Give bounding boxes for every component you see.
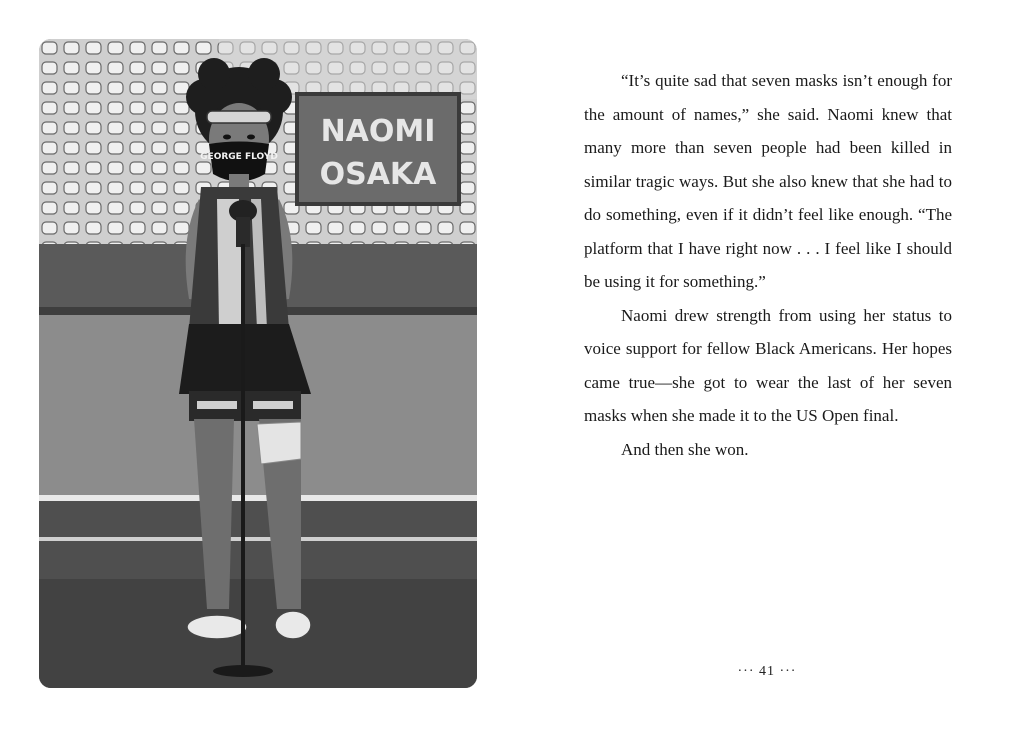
paragraph-3: And then she won. [621,439,749,459]
mask-text: GEORGE FLOYD [200,152,278,162]
illustration-drawing [39,39,477,688]
illustration-naomi-osaka [39,39,477,688]
sign-line2: OSAKA [319,157,437,192]
paragraph-1: “It’s quite sad that seven masks isn’t enough for the amount of names,” she said. Naomi knew that many more than seven people had been killed in similar tragic ways. But she also knew that she had to do something, even if it didn’t feel like enough. “The platform that I have right now . . . I feel like I should be using it for something.” [584,71,952,291]
paragraph-2: Naomi drew strength from using her status to voice support for fellow Black Americans. Her hopes came true—she got to wear the last of her seven masks when she made it to the US Open final. [584,305,952,425]
sign-line1: NAOMI [320,114,436,149]
court-line [39,495,477,501]
page-number: ··· 41 ··· [737,664,797,679]
body-text [584,64,952,466]
